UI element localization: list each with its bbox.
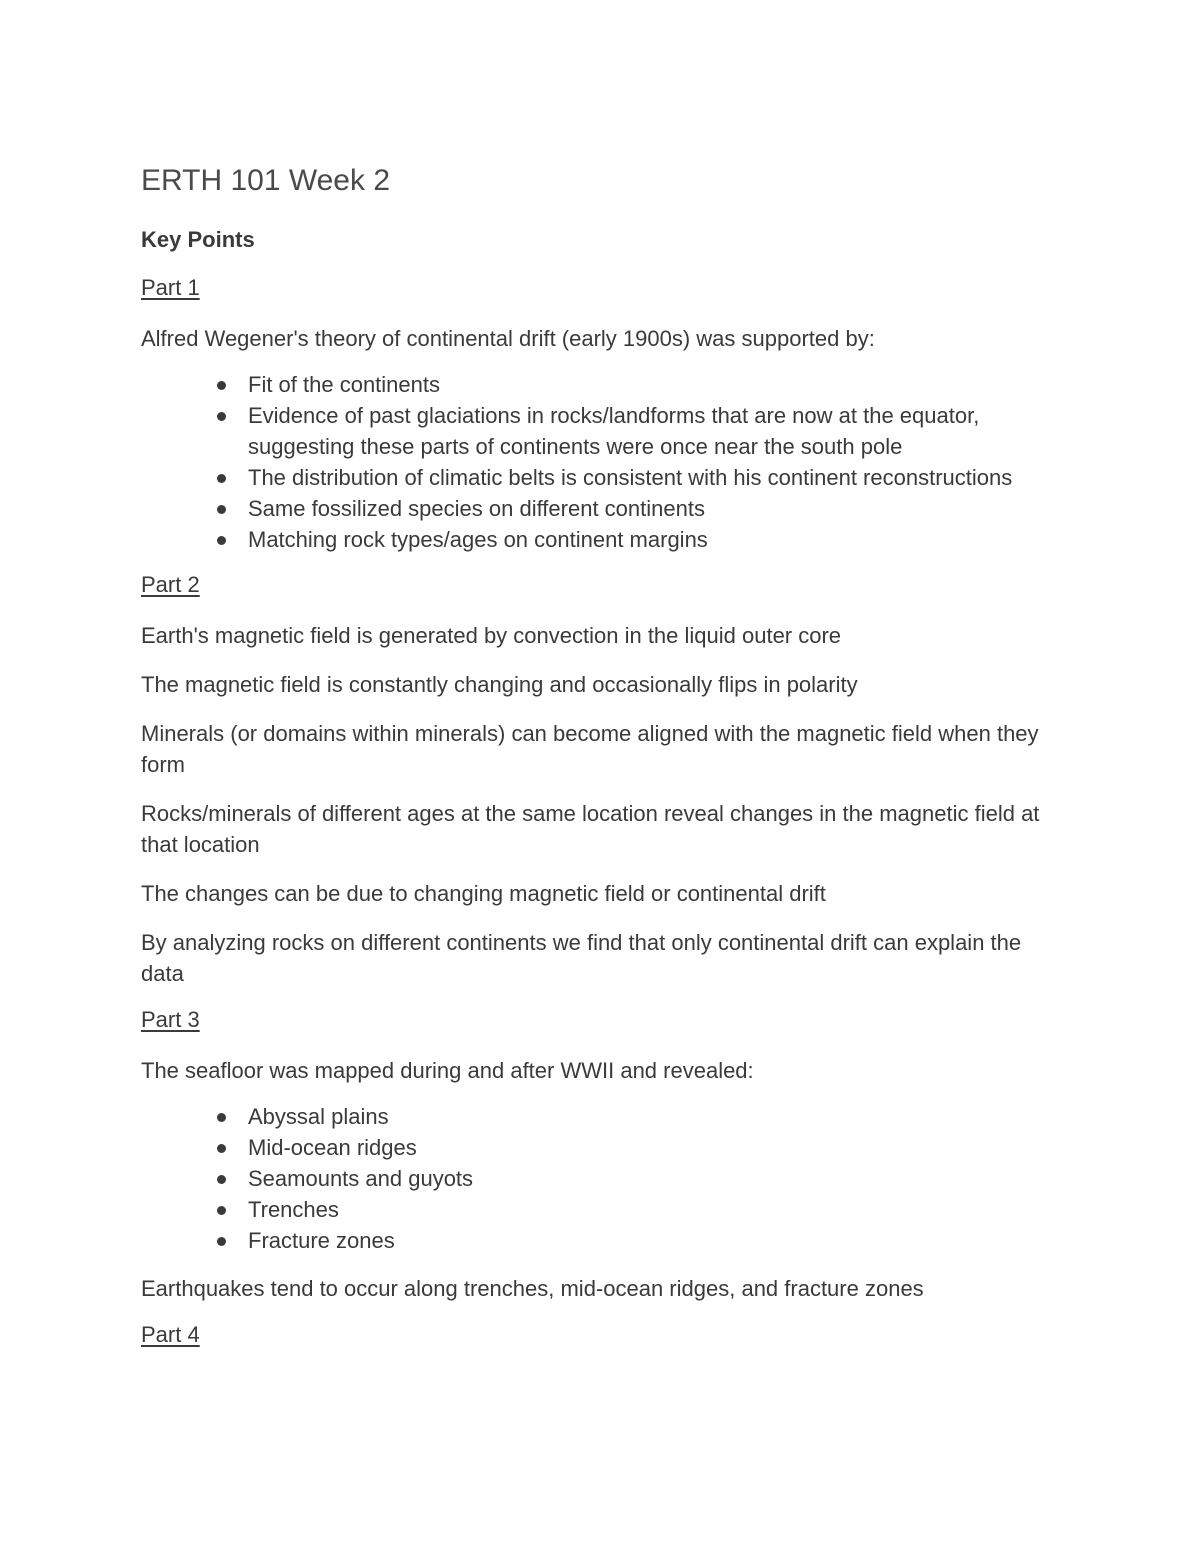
- list-item-text: Matching rock types/ages on continent margins: [248, 527, 708, 552]
- part-4-heading: Part 4: [141, 1322, 200, 1347]
- section-title-key-points: Key Points: [141, 227, 255, 252]
- list-item-text: The distribution of climatic belts is consistent with his continent reconstructions: [248, 465, 1013, 490]
- part-2-heading: Part 2: [141, 572, 200, 597]
- bullet-icon: [217, 505, 226, 514]
- part-3-bullet-list: [141, 1101, 1061, 1256]
- part-1-intro: Alfred Wegener's theory of continental drift (early 1900s) was supported by:: [141, 326, 875, 351]
- list-item-text: Mid-ocean ridges: [248, 1135, 417, 1160]
- bullet-icon: [217, 1113, 226, 1122]
- bullet-icon: [217, 412, 226, 421]
- document-page: [141, 163, 1061, 1370]
- list-item-text: Seamounts and guyots: [248, 1166, 474, 1191]
- list-item: [248, 400, 1061, 462]
- part-1-heading: Part 1: [141, 275, 200, 300]
- document-title: ERTH 101 Week 2: [141, 164, 391, 197]
- list-item-text: Trenches: [248, 1197, 339, 1222]
- list-item: [248, 1132, 1061, 1163]
- list-item: [248, 524, 1061, 555]
- list-item-text: Same fossilized species on different continents: [248, 496, 705, 521]
- list-item: [248, 1194, 1061, 1225]
- list-item: [248, 1101, 1061, 1132]
- bullet-icon: [217, 1144, 226, 1153]
- part-2-paragraph: Earth's magnetic field is generated by convection in the liquid outer core: [141, 623, 842, 648]
- part-2-paragraph: The magnetic field is constantly changing and occasionally flips in polarity: [141, 672, 858, 697]
- part-2-paragraph: Minerals (or domains within minerals) can become aligned with the magnetic field when they form: [141, 721, 1039, 777]
- part-3-closing: Earthquakes tend to occur along trenches, mid-ocean ridges, and fracture zones: [141, 1276, 924, 1301]
- list-item-text: Abyssal plains: [248, 1104, 389, 1129]
- part-3-intro: The seafloor was mapped during and after WWII and revealed:: [141, 1058, 754, 1083]
- list-item-text: Fracture zones: [248, 1228, 395, 1253]
- list-item: [248, 1163, 1061, 1194]
- bullet-icon: [217, 381, 226, 390]
- part-2-paragraph: The changes can be due to changing magnetic field or continental drift: [141, 881, 826, 906]
- part-2-paragraph: Rocks/minerals of different ages at the same location reveal changes in the magnetic field at that location: [141, 801, 1040, 857]
- part-2-paragraph: By analyzing rocks on different continents we find that only continental drift can explain the data: [141, 930, 1022, 986]
- bullet-icon: [217, 1175, 226, 1184]
- list-item-text: Evidence of past glaciations in rocks/landforms that are now at the equator, suggesting these parts of continents were once near the south pole: [248, 403, 980, 459]
- bullet-icon: [217, 474, 226, 483]
- part-3-heading: Part 3: [141, 1007, 200, 1032]
- list-item-text: Fit of the continents: [248, 372, 440, 397]
- bullet-icon: [217, 1237, 226, 1246]
- part-1-bullet-list: [141, 369, 1061, 555]
- list-item: [248, 1225, 1061, 1256]
- bullet-icon: [217, 536, 226, 545]
- list-item: [248, 462, 1061, 493]
- list-item: [248, 493, 1061, 524]
- bullet-icon: [217, 1206, 226, 1215]
- list-item: [248, 369, 1061, 400]
